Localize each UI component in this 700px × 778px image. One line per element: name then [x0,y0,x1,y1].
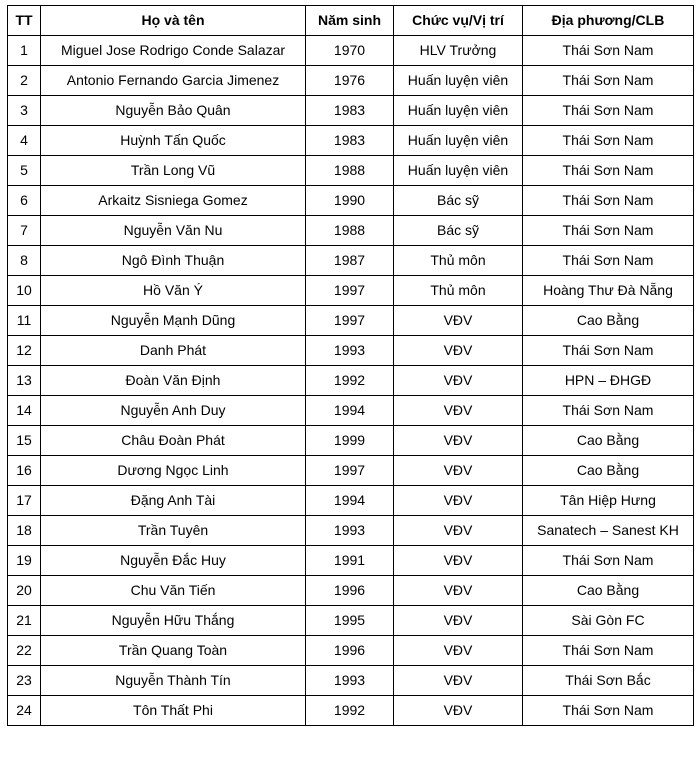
cell-pos: VĐV [394,426,523,456]
cell-tt: 20 [8,576,41,606]
cell-year: 1988 [306,216,394,246]
cell-club: Sanatech – Sanest KH [523,516,694,546]
column-header-name: Họ và tên [41,6,306,36]
cell-year: 1970 [306,36,394,66]
cell-name: Danh Phát [41,336,306,366]
cell-year: 1983 [306,126,394,156]
cell-tt: 12 [8,336,41,366]
cell-club: Thái Sơn Nam [523,246,694,276]
cell-tt: 11 [8,306,41,336]
cell-pos: Huấn luyện viên [394,66,523,96]
cell-name: Nguyễn Thành Tín [41,666,306,696]
table-body [8,36,694,726]
cell-pos: VĐV [394,336,523,366]
cell-name: Đoàn Văn Định [41,366,306,396]
cell-year: 1976 [306,66,394,96]
cell-tt: 22 [8,636,41,666]
cell-pos: VĐV [394,516,523,546]
table-row [8,516,694,546]
cell-tt: 2 [8,66,41,96]
table-row [8,336,694,366]
cell-pos: VĐV [394,576,523,606]
column-header-club: Địa phương/CLB [523,6,694,36]
table-row [8,396,694,426]
table-row [8,606,694,636]
cell-pos: Huấn luyện viên [394,156,523,186]
cell-tt: 7 [8,216,41,246]
cell-club: Thái Sơn Nam [523,396,694,426]
cell-year: 1995 [306,606,394,636]
cell-pos: VĐV [394,486,523,516]
cell-pos: Thủ môn [394,276,523,306]
table-row [8,486,694,516]
cell-year: 1992 [306,696,394,726]
cell-year: 1983 [306,96,394,126]
table-row [8,456,694,486]
cell-name: Nguyễn Mạnh Dũng [41,306,306,336]
cell-name: Nguyễn Anh Duy [41,396,306,426]
cell-pos: Bác sỹ [394,216,523,246]
cell-year: 1997 [306,306,394,336]
table-row [8,186,694,216]
cell-year: 1991 [306,546,394,576]
cell-name: Tôn Thất Phi [41,696,306,726]
cell-club: Thái Sơn Nam [523,336,694,366]
cell-pos: VĐV [394,306,523,336]
cell-club: Thái Sơn Nam [523,36,694,66]
cell-year: 1997 [306,456,394,486]
cell-name: Huỳnh Tấn Quốc [41,126,306,156]
cell-name: Châu Đoàn Phát [41,426,306,456]
cell-club: Thái Sơn Nam [523,186,694,216]
cell-pos: VĐV [394,666,523,696]
cell-tt: 15 [8,426,41,456]
cell-tt: 23 [8,666,41,696]
cell-name: Dương Ngọc Linh [41,456,306,486]
cell-name: Ngô Đình Thuận [41,246,306,276]
cell-tt: 8 [8,246,41,276]
roster-table [7,5,694,726]
cell-pos: VĐV [394,696,523,726]
cell-club: Hoàng Thư Đà Nẵng [523,276,694,306]
cell-tt: 4 [8,126,41,156]
cell-name: Antonio Fernando Garcia Jimenez [41,66,306,96]
cell-name: Nguyễn Đắc Huy [41,546,306,576]
table-row [8,666,694,696]
cell-club: Tân Hiệp Hưng [523,486,694,516]
cell-tt: 16 [8,456,41,486]
table-row [8,36,694,66]
cell-name: Miguel Jose Rodrigo Conde Salazar [41,36,306,66]
cell-tt: 3 [8,96,41,126]
cell-name: Hồ Văn Ý [41,276,306,306]
cell-pos: VĐV [394,396,523,426]
cell-club: Cao Bằng [523,426,694,456]
cell-pos: HLV Trưởng [394,36,523,66]
cell-year: 1992 [306,366,394,396]
table-row [8,366,694,396]
cell-club: Cao Bằng [523,456,694,486]
cell-year: 1994 [306,486,394,516]
cell-name: Đặng Anh Tài [41,486,306,516]
cell-club: Thái Sơn Nam [523,696,694,726]
table-header-row [8,6,694,36]
column-header-tt: TT [8,6,41,36]
cell-year: 1993 [306,336,394,366]
cell-tt: 18 [8,516,41,546]
cell-pos: VĐV [394,366,523,396]
cell-tt: 17 [8,486,41,516]
cell-club: Thái Sơn Nam [523,546,694,576]
cell-name: Nguyễn Bảo Quân [41,96,306,126]
cell-pos: Thủ môn [394,246,523,276]
cell-club: Cao Bằng [523,306,694,336]
column-header-pos: Chức vụ/Vị trí [394,6,523,36]
table-row [8,576,694,606]
cell-year: 1996 [306,576,394,606]
cell-pos: VĐV [394,456,523,486]
cell-club: Thái Sơn Nam [523,636,694,666]
cell-year: 1987 [306,246,394,276]
cell-club: Thái Sơn Nam [523,216,694,246]
cell-club: Thái Sơn Nam [523,96,694,126]
cell-tt: 1 [8,36,41,66]
table-row [8,636,694,666]
table-row [8,156,694,186]
cell-tt: 13 [8,366,41,396]
cell-year: 1994 [306,396,394,426]
cell-tt: 24 [8,696,41,726]
cell-pos: VĐV [394,546,523,576]
cell-name: Trần Long Vũ [41,156,306,186]
table-row [8,216,694,246]
cell-club: Thái Sơn Nam [523,126,694,156]
cell-name: Nguyễn Văn Nu [41,216,306,246]
cell-year: 1996 [306,636,394,666]
cell-club: Thái Sơn Nam [523,66,694,96]
cell-name: Chu Văn Tiến [41,576,306,606]
cell-name: Trần Quang Toàn [41,636,306,666]
table-row [8,126,694,156]
cell-club: HPN – ĐHGĐ [523,366,694,396]
cell-name: Nguyễn Hữu Thắng [41,606,306,636]
cell-pos: VĐV [394,606,523,636]
cell-year: 1993 [306,666,394,696]
cell-pos: Bác sỹ [394,186,523,216]
table-row [8,696,694,726]
cell-name: Arkaitz Sisniega Gomez [41,186,306,216]
table-row [8,246,694,276]
cell-year: 1999 [306,426,394,456]
cell-club: Thái Sơn Bắc [523,666,694,696]
cell-year: 1990 [306,186,394,216]
table-row [8,546,694,576]
cell-year: 1997 [306,276,394,306]
cell-club: Sài Gòn FC [523,606,694,636]
cell-year: 1988 [306,156,394,186]
cell-pos: VĐV [394,636,523,666]
table-row [8,96,694,126]
table-row [8,306,694,336]
cell-pos: Huấn luyện viên [394,126,523,156]
table-row [8,276,694,306]
cell-tt: 19 [8,546,41,576]
cell-club: Thái Sơn Nam [523,156,694,186]
cell-tt: 21 [8,606,41,636]
column-header-year: Năm sinh [306,6,394,36]
cell-tt: 5 [8,156,41,186]
cell-tt: 6 [8,186,41,216]
cell-club: Cao Bằng [523,576,694,606]
cell-name: Trần Tuyên [41,516,306,546]
cell-tt: 10 [8,276,41,306]
table-row [8,66,694,96]
cell-tt: 14 [8,396,41,426]
cell-pos: Huấn luyện viên [394,96,523,126]
table-row [8,426,694,456]
cell-year: 1993 [306,516,394,546]
